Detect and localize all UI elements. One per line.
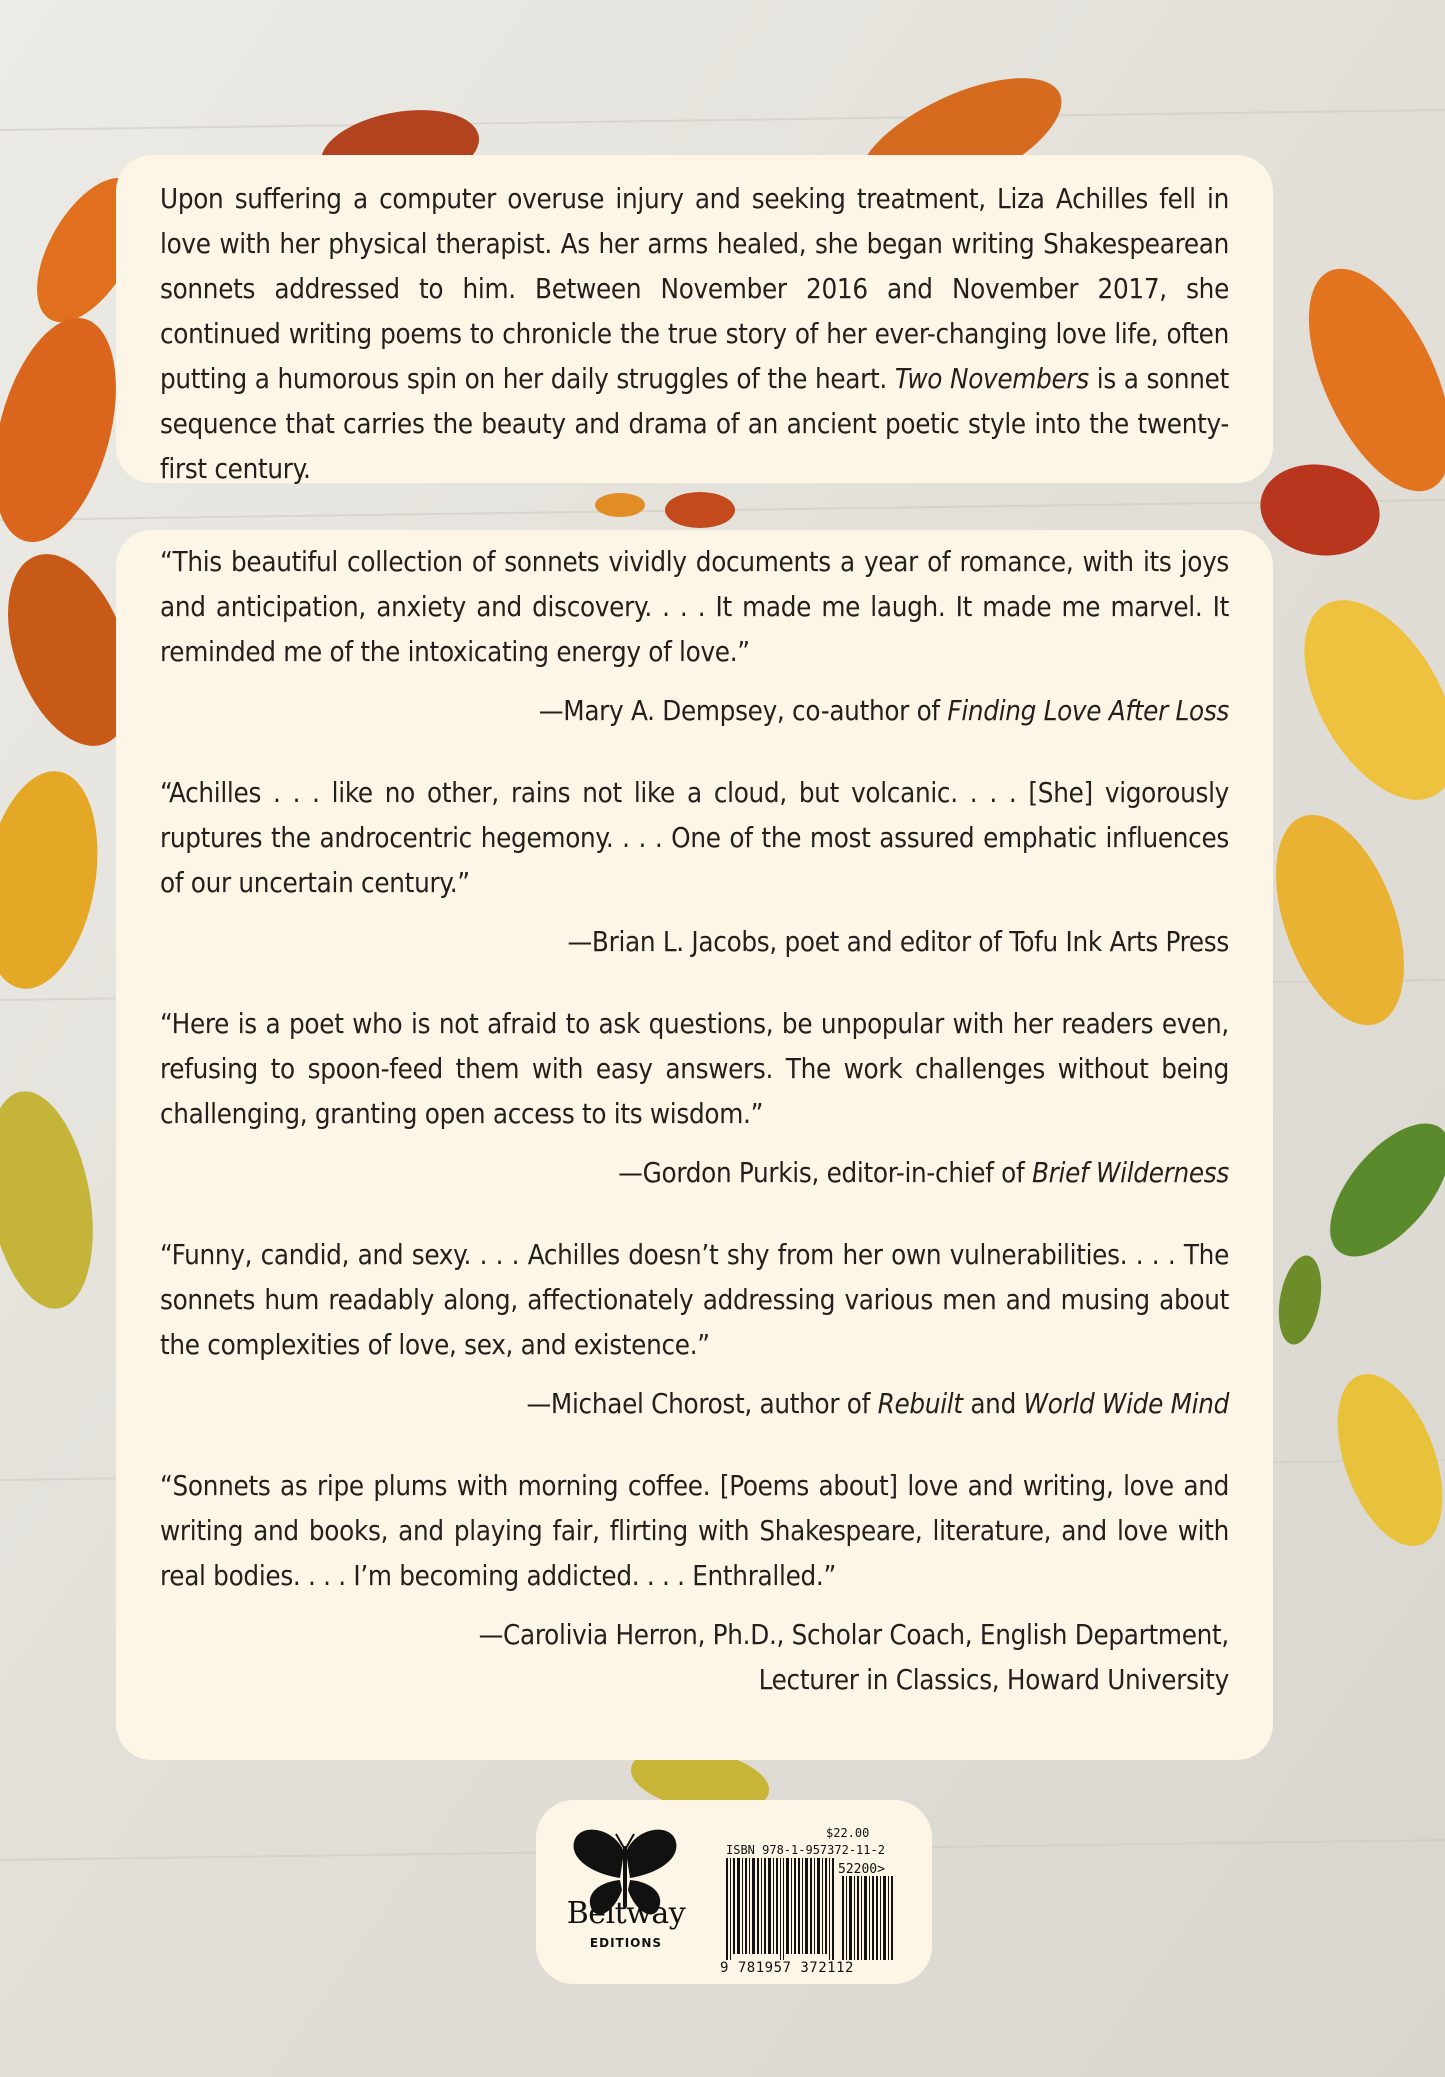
isbn-label: ISBN 978-1-957372-11-2 [726,1843,885,1857]
review-item [160,1464,1229,1703]
review-item [160,1002,1229,1196]
blurb-text-start: Upon suffering a computer overuse injury and seeking treatment, Liza Achilles fell in love with her physical therapist. As her arms healed, she began writing Shakespearean sonnets addressed to him. Between November 2016 and November 2017, she continued writing poems to chronicle the true story of her ever-changing love life, often putting a humorous spin on her daily struggles of the heart. [160,183,1229,395]
review-item [160,771,1229,965]
review-quote: “Here is a poet who is not afraid to ask questions, be unpopular with her readers even, refusing to spoon-feed them with easy answers. The work challenges without being challenging, granting open access to its wisdom.” [160,1008,1229,1130]
book-title: Two Novembers [894,363,1089,395]
review-attribution: —Michael Chorost, author of Rebuilt and World Wide Mind [526,1388,1229,1420]
book-description [160,177,1229,492]
price-label: $22.00 [826,1826,870,1840]
review-quote: “Achilles . . . like no other, rains not like a cloud, but volcanic. . . . [She] vigorously ruptures the androcentric hegemony. . . . One of the most assured emphatic influences of our uncertain century.” [160,777,1229,899]
work-title: Rebuilt [877,1388,963,1420]
review-item [160,540,1229,734]
price-addon-number: 52200> [838,1862,885,1877]
ean-number: 9 781957 372112 [720,1960,854,1976]
publisher-name: Beltway [566,1896,686,1931]
publisher-subtitle: EDITIONS [589,1936,663,1950]
work-title: Finding Love After Loss [947,695,1229,727]
review-attribution: —Brian L. Jacobs, poet and editor of Tofu Ink Arts Press [567,926,1229,958]
review-quote: “Sonnets as ripe plums with morning coffee. [Poems about] love and writing, love and writing and books, and playing fair, flirting with Shakespeare, literature, and love with real bodies. . . . I’m becoming addicted. . . . Enthralled.” [160,1470,1229,1592]
work-title: Brief Wilderness [1031,1157,1229,1189]
review-attribution: —Carolivia Herron, Ph.D., Scholar Coach, English Department, Lecturer in Classics, Howard University [478,1619,1229,1696]
work-title-2: World Wide Mind [1023,1388,1229,1420]
review-quote: “Funny, candid, and sexy. . . . Achilles doesn’t shy from her own vulnerabilities. . . . The sonnets hum readably along, affectionately addressing various men and musing about the complexities of love, sex, and existence.” [160,1239,1229,1361]
review-quote: “This beautiful collection of sonnets vividly documents a year of romance, with its joys and anticipation, anxiety and discovery. . . . It made me laugh. It made me marvel. It reminded me of the intoxicating energy of love.” [160,546,1229,668]
blurb-panel [116,155,1273,483]
publisher-barcode-box [536,1800,932,1984]
review-attribution: —Gordon Purkis, editor-in-chief of Brief Wilderness [618,1157,1229,1189]
reviews-panel [116,530,1273,1760]
blurb-text-end: is a sonnet sequence that carries the beauty and drama of an ancient poetic style into the twenty-first century. [160,363,1229,485]
review-item [160,1233,1229,1427]
review-attribution: —Mary A. Dempsey, co-author of Finding Love After Loss [538,695,1229,727]
